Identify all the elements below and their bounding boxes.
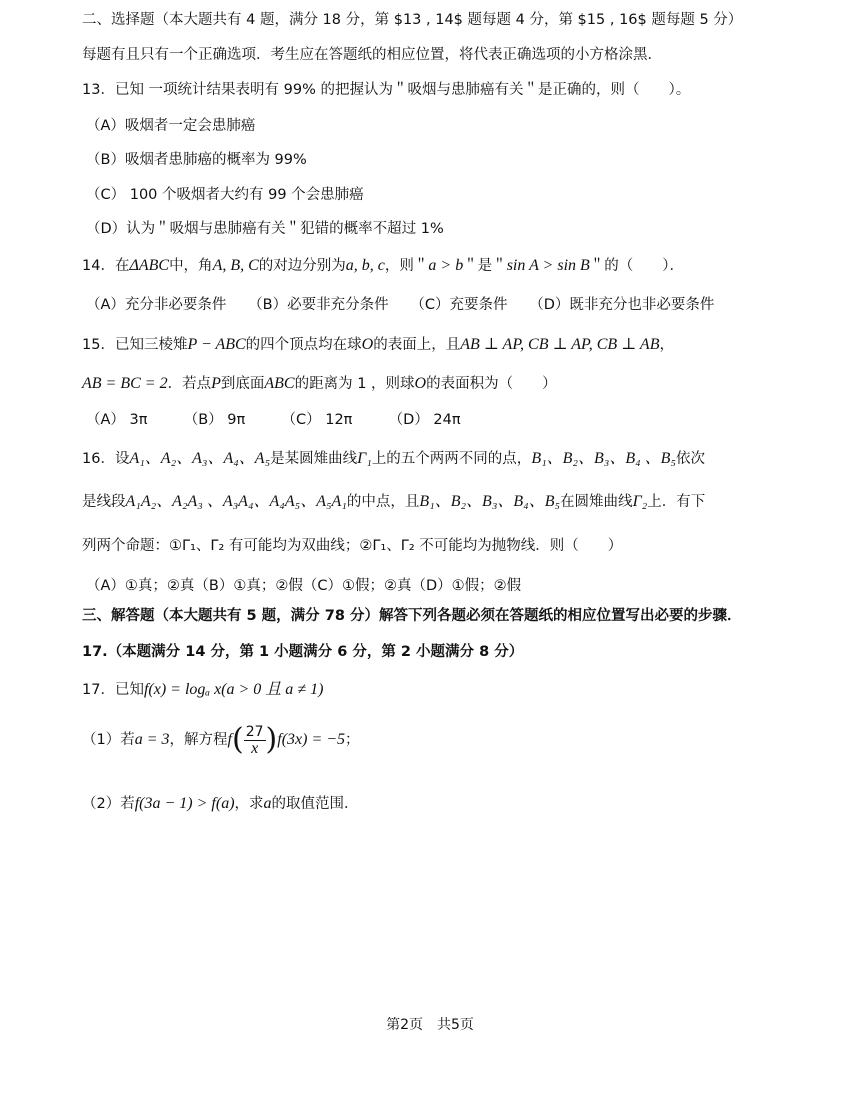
q17-stem	[82, 680, 323, 700]
q15-text-1: 15．已知三棱雉	[82, 337, 188, 353]
q16-l1-end: 依次	[676, 451, 705, 467]
q14-text-4: ，则＂	[384, 258, 429, 274]
q16-l1-prefix: 16．设	[82, 451, 130, 467]
right-paren: )	[265, 722, 278, 757]
q15-math-o: O	[361, 336, 374, 353]
q15-text-4: ，	[659, 337, 674, 353]
page-footer: 第2页 共5页	[386, 1017, 474, 1033]
q13-option-c: （C） 100 个吸烟者大约有 99 个会患肺癌	[86, 187, 364, 203]
q17-part1-prefix: （1）若	[82, 732, 135, 748]
q16-options: （A）①真；②真（B）①真；②假（C）①假；②真（D）①假；②假	[86, 578, 522, 594]
q16-l2-points-b: B₁、B₂、B₃、B₄、B₅	[419, 493, 561, 510]
q17-part2-a: a	[263, 795, 272, 812]
section2-heading-line1: 二、选择题（本大题共有 4 题，满分 18 分，第 $13 , 14$ 题每题 4 分，第 $15 , 16$ 题每题 5 分）	[82, 12, 743, 28]
q17-stem-math: f(x) = logₐ x(a > 0 且 a ≠ 1)	[143, 681, 324, 698]
q17-part2-mid: ，求	[234, 796, 264, 812]
fraction-numerator: 27	[245, 723, 264, 740]
q17-part1-fraction	[244, 725, 266, 756]
q15-math-perp: AB ⊥ AP, CB ⊥ AP, CB ⊥ AB	[460, 336, 660, 353]
q17-part1-f: f	[227, 731, 232, 748]
q17-part1	[82, 720, 360, 760]
q17-part1-rest: f(3x) = −5	[277, 731, 346, 748]
q17-stem-prefix: 17．已知	[82, 682, 144, 698]
q15-text-2: 的四个顶点均在球	[245, 337, 362, 353]
q14-math-triangle: ΔABC	[129, 257, 170, 274]
q16-l2-mid: 的中点，且	[346, 494, 420, 510]
q13-stem: 13．已知 一项统计结果表明有 99% 的把握认为＂吸烟与患肺癌有关＂是正确的，则（ ）。	[82, 82, 691, 98]
q17-part1-mid: ，解方程	[169, 732, 228, 748]
q15-options: （A） 3π （B） 9π （C） 12π （D） 24π	[86, 412, 461, 428]
q16-l1-gamma1: Γ₁	[357, 450, 372, 467]
q16-line1	[82, 449, 705, 469]
q16-line2	[82, 492, 705, 512]
q13-option-b: （B）吸烟者患肺癌的概率为 99%	[86, 152, 307, 168]
q15-math-p: P	[211, 375, 221, 392]
q16-l2-gamma2: Γ₂	[632, 493, 648, 510]
q14-math-sides: a, b, c	[345, 257, 385, 274]
q15-math-ab-bc: AB = BC = 2	[82, 375, 168, 392]
q15-stem-line2	[82, 374, 557, 394]
q13-option-d: （D）认为＂吸烟与患肺癌有关＂犯错的概率不超过 1%	[86, 221, 444, 237]
q13-option-a: （A）吸烟者一定会患肺癌	[86, 118, 256, 134]
q17-part2	[82, 794, 359, 814]
section3-heading: 三、解答题（本大题共有 5 题，满分 78 分）解答下列各题必须在答题纸的相应位置写出必要的步骤．	[82, 608, 742, 624]
q15-text-5: ．若点	[167, 376, 212, 392]
q15-text-7: 的距离为 1 ，则球	[294, 376, 415, 392]
q15-text-6: 到底面	[220, 376, 265, 392]
q17-part1-end: ；	[345, 732, 360, 748]
q14-text-2: 中，角	[169, 258, 213, 274]
q16-l2-end: 上．有下	[647, 494, 706, 510]
q17-part2-end: 的取值范围．	[271, 796, 359, 812]
q15-math-o2: O	[414, 375, 427, 392]
q17-part2-prefix: （2）若	[82, 796, 135, 812]
q16-line3: 列两个命题：①Γ₁、Γ₂ 有可能均为双曲线；②Γ₁、Γ₂ 不可能均为抛物线．则（ ）	[82, 538, 623, 554]
q15-stem-line1	[82, 335, 674, 355]
section2-heading-line2: 每题有且只有一个正确选项．考生应在答题纸的相应位置，将代表正确选项的小方格涂黑．	[82, 47, 662, 63]
q16-l2-segments: A₁A₂、A₂A₃ 、A₃A₄、A₄A₅、A₅A₁	[125, 493, 347, 510]
q15-text-3: 的表面上，且	[373, 337, 461, 353]
q14-text-6: ＂的（ ）．	[589, 258, 685, 274]
q17-score: 17.（本题满分 14 分，第 1 小题满分 6 分，第 2 小题满分 8 分）	[82, 644, 524, 660]
q16-l1-points-b: B₁、B₂、B₃、B₄ 、B₅	[531, 450, 676, 467]
q15-text-8: 的表面积为（ ）	[426, 376, 557, 392]
q14-math-angles: A, B, C	[212, 257, 259, 274]
q14-options: （A）充分非必要条件 （B）必要非充分条件 （C）充要条件 （D）既非充分也非必要条件	[86, 297, 715, 313]
q14-text-5: ＂是＂	[463, 258, 507, 274]
q14-text-3: 的对边分别为	[258, 258, 346, 274]
q14-stem	[82, 256, 684, 276]
q16-l1-mid: 是某圆雉曲线	[270, 451, 358, 467]
q16-l2-prefix: 是线段	[82, 494, 126, 510]
q15-math-abc: ABC	[264, 375, 295, 392]
left-paren: (	[231, 722, 244, 757]
q14-text-1: 14．在	[82, 258, 130, 274]
q17-part2-math: f(3a − 1) > f(a)	[134, 795, 235, 812]
q16-l2-mid2: 在圆雉曲线	[560, 494, 633, 510]
fraction-denominator: x	[251, 739, 259, 757]
q14-math-a-gt-b: a > b	[428, 257, 464, 274]
q15-math-pyramid: P − ABC	[187, 336, 246, 353]
q16-l1-mid2: 上的五个两两不同的点，	[371, 451, 532, 467]
q16-l1-points-a: A₁、A₂、A₃、A₄、A₅	[129, 450, 271, 467]
q17-part1-a: a = 3	[134, 731, 170, 748]
q14-math-sin: sin A > sin B	[506, 257, 590, 274]
